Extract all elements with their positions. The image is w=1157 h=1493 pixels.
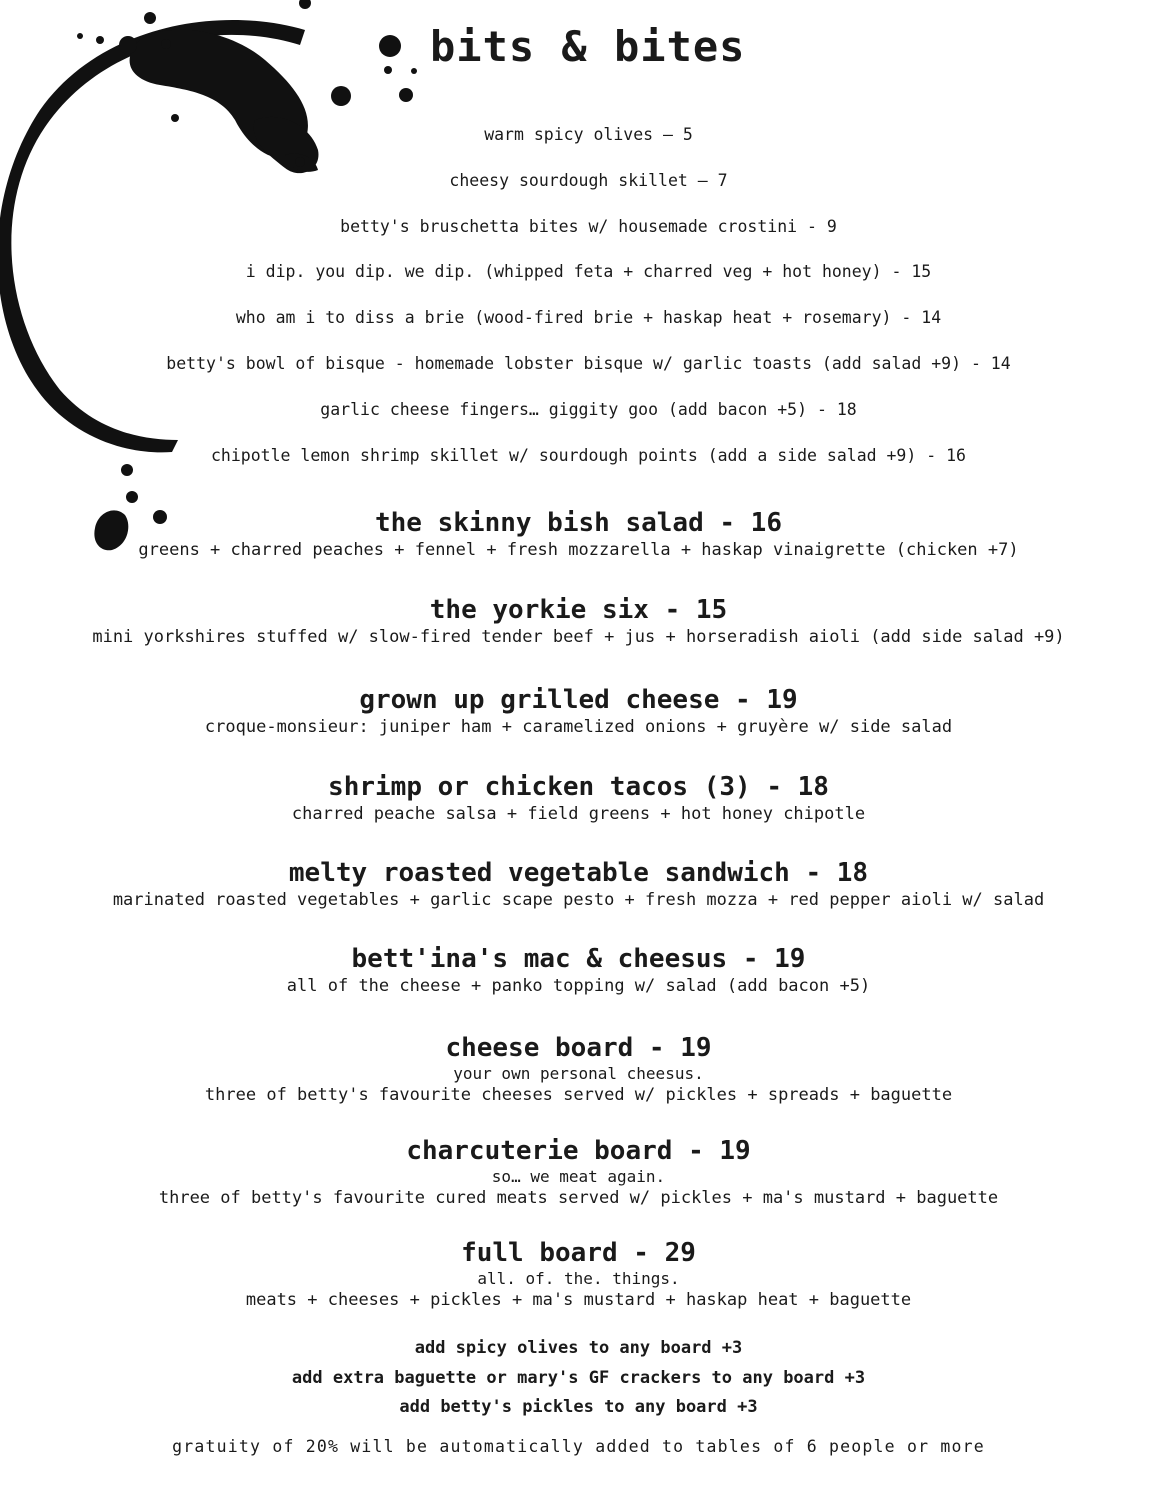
dish-description: meats + cheeses + pickles + ma's mustard + haskap heat + baguette [245,1290,912,1310]
dish-description: greens + charred peaches + fennel + fresh mozzarella + haskap vinaigrette (chicken +7) [138,540,1019,560]
dish-skinny-bish-salad [0,507,1157,561]
dish-charcuterie-board [0,1135,1157,1209]
menu-title: bits & bites [430,22,746,71]
dish-full-board [0,1237,1157,1311]
addon-item: add extra baguette or mary's GF crackers to any board +3 [291,1367,866,1388]
dish-name: the yorkie six - 15 [429,595,728,625]
bite-item: cheesy sourdough skillet — 7 [449,170,728,190]
dish-name: cheese board - 19 [445,1033,712,1063]
dish-name: shrimp or chicken tacos (3) - 18 [328,772,829,802]
bite-item: garlic cheese fingers… giggity goo (add bacon +5) - 18 [320,399,857,419]
dish-tagline: so… we meat again. [491,1167,666,1186]
dish-description: croque-monsieur: juniper ham + caramelized onions + gruyère w/ side salad [204,717,953,737]
addon-item: add betty's pickles to any board +3 [399,1397,758,1417]
dish-tagline: all. of. the. things. [477,1269,680,1288]
bites-list [0,121,1157,487]
bite-item: who am i to diss a brie (wood-fired brie + haskap heat + rosemary) - 14 [235,308,942,328]
bite-item: chipotle lemon shrimp skillet w/ sourdough points (add a side salad +9) - 16 [211,445,966,465]
dish-description: three of betty's favourite cured meats served w/ pickles + ma's mustard + baguette [158,1188,999,1208]
dish-name: charcuterie board - 19 [406,1136,751,1166]
dish-description: all of the cheese + panko topping w/ salad (add bacon +5) [286,976,871,996]
dish-name: the skinny bish salad - 16 [375,508,782,538]
dish-description: charred peache salsa + field greens + hot honey chipotle [291,804,866,824]
dish-tacos [0,771,1157,825]
gratuity-note: gratuity of 20% will be automatically added to tables of 6 people or more [172,1437,985,1456]
bite-item: betty's bowl of bisque - homemade lobster bisque w/ garlic toasts (add salad +9) - 14 [166,353,1011,373]
dish-vegetable-sandwich [0,857,1157,911]
dish-cheese-board [0,1032,1157,1106]
dish-description: marinated roasted vegetables + garlic scape pesto + fresh mozza + red pepper aioli w/ salad [112,890,1045,910]
dish-mac-and-cheesus [0,943,1157,997]
dish-name: melty roasted vegetable sandwich - 18 [288,858,869,888]
dish-tagline: your own personal cheesus. [453,1064,704,1083]
bite-item: betty's bruschetta bites w/ housemade crostini - 9 [340,216,837,236]
bite-item: warm spicy olives — 5 [484,125,693,144]
addon-item: add spicy olives to any board +3 [414,1338,743,1358]
dish-name: grown up grilled cheese - 19 [359,685,798,715]
dish-name: full board - 29 [461,1238,696,1268]
dish-name: bett'ina's mac & cheesus - 19 [351,944,806,974]
dish-description: mini yorkshires stuffed w/ slow-fired tender beef + jus + horseradish aioli (add side salad +9) [92,627,1065,647]
bite-item: i dip. you dip. we dip. (whipped feta + charred veg + hot honey) - 15 [245,262,932,282]
dish-description: three of betty's favourite cheeses served w/ pickles + spreads + baguette [204,1085,953,1105]
board-addons-list [0,1334,1157,1423]
dish-yorkie-six [0,594,1157,648]
dish-grown-up-grilled-cheese [0,684,1157,738]
